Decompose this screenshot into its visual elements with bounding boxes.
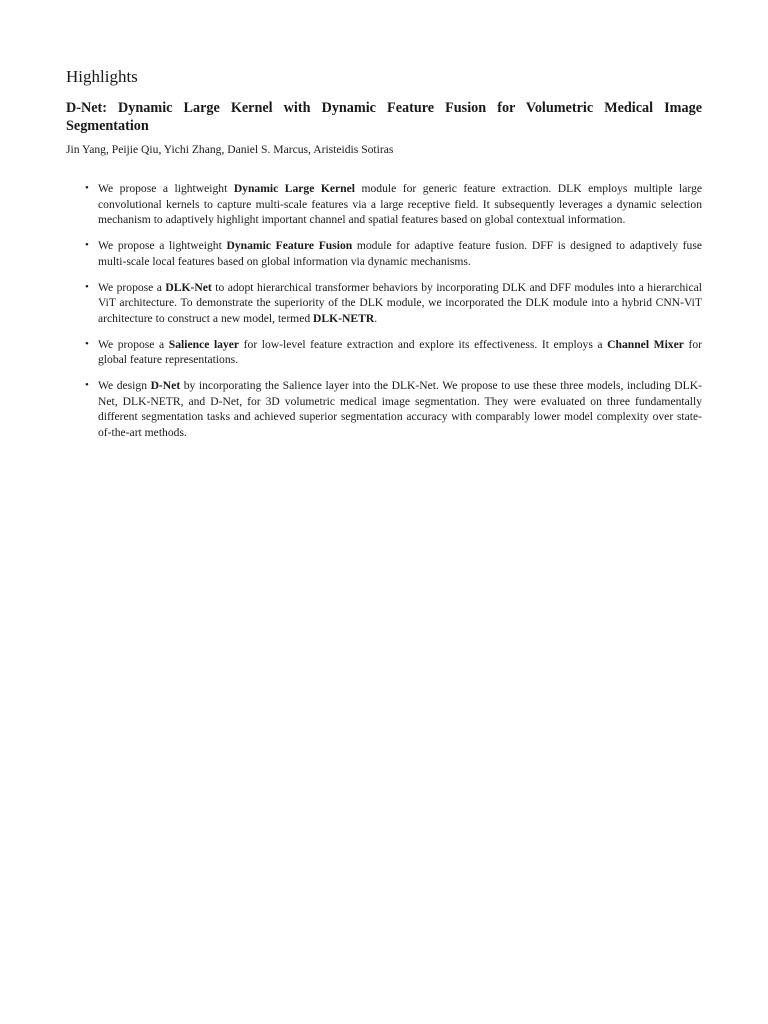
highlight-text: for global feature representations. (98, 337, 703, 367)
highlight-text: module for adaptive feature fusion. DFF is designed to adaptively fuse multi-scale local features based on global information via dynamic mechanisms. (98, 239, 702, 268)
highlight-term: DLK-Net (165, 280, 212, 294)
highlight-item (66, 378, 702, 441)
highlight-text: We design (98, 379, 151, 393)
highlight-text: for low-level feature extraction and explore its effectiveness. It employs a (239, 337, 608, 351)
highlight-text: . (374, 311, 378, 325)
bullet-icon: • (85, 280, 89, 293)
highlight-term: D-Net (150, 379, 181, 393)
highlight-text: We propose a (98, 337, 169, 351)
highlight-item (66, 280, 702, 327)
highlight-term: DLK-NETR (313, 311, 375, 325)
paper-title: D-Net: Dynamic Large Kernel with Dynamic Feature Fusion for Volumetric Medical Image Segmentation (66, 100, 702, 134)
highlight-text: by incorporating the Salience layer into the DLK-Net. We propose to use these three models, including DLK-Net, DLK-NETR, and D-Net, for 3D volumetric medical image segmentation. They were evaluated on three fundamentally different segmentation tasks and achieved superior segmentation accuracy with comparably lower model complexity over state-of-the-art methods. (98, 379, 702, 440)
highlight-term: Dynamic Feature Fusion (226, 239, 353, 253)
highlight-text: We propose a lightweight (98, 182, 234, 195)
highlight-term: Salience layer (168, 337, 240, 351)
bullet-icon: • (85, 379, 89, 392)
highlights-list (66, 181, 702, 451)
bullet-icon: • (85, 239, 89, 252)
highlight-text: We propose a (98, 280, 166, 294)
bullet-icon: • (85, 182, 89, 194)
highlight-item (66, 337, 702, 368)
highlight-item (66, 238, 702, 269)
highlight-text: module for generic feature extraction. DLK employs multiple large convolutional kernels to capture multi-scale features via a large receptive field. It subsequently leverages a dynamic selection mechanism to adaptively highlight important channel and spatial features based on global contextual information. (98, 182, 703, 227)
bullet-icon: • (85, 337, 89, 350)
highlight-term: Dynamic Large Kernel (233, 182, 355, 195)
section-heading: Highlights (66, 67, 138, 86)
highlight-text: We propose a lightweight (98, 239, 227, 253)
highlight-item (66, 181, 702, 228)
author-list: Jin Yang, Peijie Qiu, Yichi Zhang, Daniel S. Marcus, Aristeidis Sotiras (66, 143, 394, 156)
highlight-term: Channel Mixer (607, 337, 684, 351)
highlight-text: to adopt hierarchical transformer behaviors by incorporating DLK and DFF modules into a hierarchical ViT architecture. To demonstrate the superiority of the DLK module, we incorporated the DLK module into a hybrid CNN-ViT architecture to construct a new model, termed (98, 280, 702, 325)
